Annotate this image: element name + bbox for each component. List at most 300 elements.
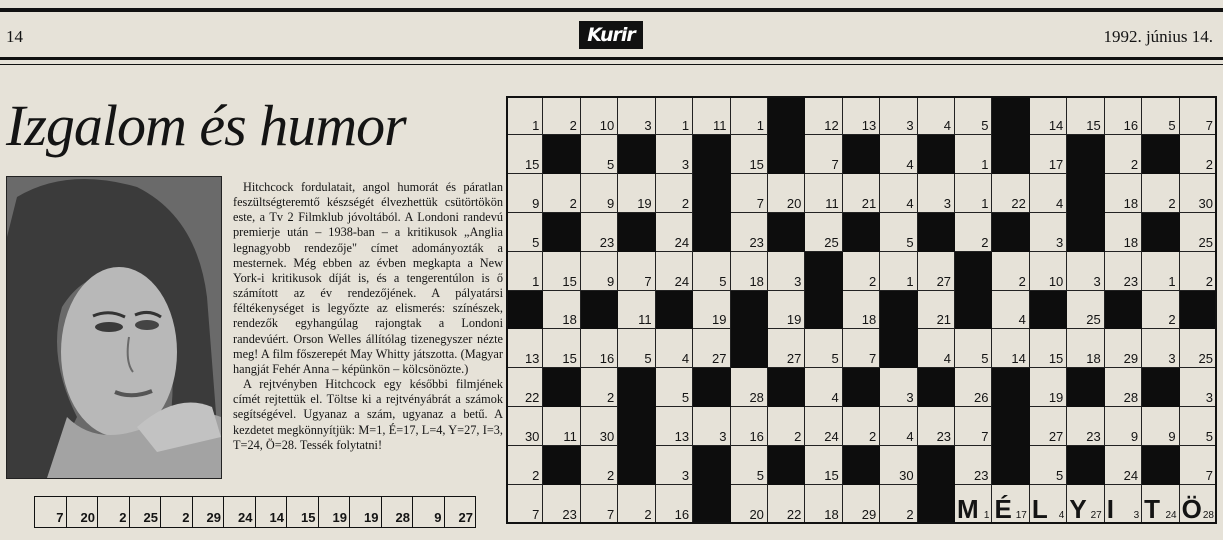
puzzle-cell[interactable] [768,485,805,524]
puzzle-cell[interactable] [918,174,955,213]
article-headline: Izgalom és humor [6,93,406,158]
given-letter: L [1031,493,1048,524]
cell-number: 30 [899,468,914,484]
cell-number: 18 [1123,195,1139,211]
cell-number: 9 [607,273,615,289]
cell-number: 5 [831,351,839,367]
cell-number: 23 [936,429,952,445]
cell-number: 3 [1093,273,1101,289]
puzzle-cell[interactable] [992,329,1029,368]
cell-number: 2 [681,195,690,211]
solution-cell[interactable]: 24 [224,497,256,528]
puzzle-cell[interactable] [955,407,992,446]
black-cell [768,213,805,252]
puzzle-cell[interactable] [543,291,580,330]
solution-cell[interactable]: 20 [66,497,98,528]
cell-number: 20 [749,506,764,522]
puzzle-cell[interactable] [581,446,618,485]
puzzle-cell[interactable] [656,446,693,485]
puzzle-cell[interactable] [693,96,730,135]
puzzle-cell[interactable] [581,407,618,446]
puzzle-cell[interactable] [1030,252,1067,291]
cell-number: 16 [1123,117,1139,133]
puzzle-cell[interactable] [1067,252,1104,291]
cell-number: 10 [1048,273,1064,289]
cell-number: 7 [981,429,989,445]
cell-number: 14 [1011,351,1026,367]
puzzle-cell[interactable] [805,174,842,213]
puzzle-cell[interactable] [656,252,693,291]
cell-number: 17 [1048,156,1064,172]
cell-number: 26 [973,390,989,406]
puzzle-cell[interactable] [992,174,1029,213]
puzzle-cell[interactable] [1030,329,1067,368]
puzzle-cell[interactable] [506,485,543,524]
puzzle-cell[interactable] [1142,252,1179,291]
puzzle-cell[interactable] [581,213,618,252]
black-cell [805,291,842,330]
puzzle-cell[interactable] [506,213,543,252]
puzzle-cell[interactable] [506,135,543,174]
cell-number: 11 [713,117,727,133]
black-cell [880,329,917,368]
cell-number: 3 [906,390,914,406]
puzzle-cell[interactable] [1030,485,1067,524]
puzzle-cell[interactable] [656,213,693,252]
puzzle-cell[interactable] [731,213,768,252]
cell-number: 2 [1168,195,1176,211]
puzzle-cell[interactable] [955,329,992,368]
black-cell [656,291,693,330]
puzzle-cell[interactable] [1030,446,1067,485]
cell-number: 28 [1202,509,1214,521]
puzzle-cell[interactable] [918,96,955,135]
cell-number: 3 [1133,509,1140,521]
puzzle-cell[interactable] [1180,485,1217,524]
solution-cell[interactable]: 14 [255,497,287,528]
puzzle-cell[interactable] [918,291,955,330]
cell-number: 7 [607,506,615,522]
cell-number: 29 [861,506,877,522]
puzzle-cell[interactable] [656,485,693,524]
black-cell [581,291,618,330]
puzzle-cell[interactable] [843,329,880,368]
puzzle-cell[interactable] [1180,213,1217,252]
puzzle-cell[interactable] [581,252,618,291]
puzzle-cell[interactable] [581,135,618,174]
puzzle-cell[interactable] [1180,135,1217,174]
black-cell [1067,174,1104,213]
puzzle-cell[interactable] [1180,407,1217,446]
puzzle-cell[interactable] [955,485,992,524]
puzzle-cell[interactable] [880,368,917,407]
puzzle-cell[interactable] [693,329,730,368]
puzzle-cell[interactable] [1030,96,1067,135]
puzzle-cell[interactable] [656,407,693,446]
cell-number: 4 [831,390,839,406]
puzzle-cell[interactable] [955,213,992,252]
cell-number: 27 [1090,509,1102,521]
solution-cell[interactable]: 7 [35,497,67,528]
cell-number: 13 [861,117,877,133]
puzzle-cell[interactable] [618,96,655,135]
cell-number: 25 [1198,351,1213,367]
cell-number: 14 [1048,117,1064,133]
solution-cell[interactable]: 2 [161,497,193,528]
puzzle-cell[interactable] [1142,291,1179,330]
cell-number: 25 [1086,312,1101,328]
cell-number: 5 [532,234,540,250]
puzzle-cell[interactable] [1030,213,1067,252]
puzzle-cell[interactable] [1067,329,1104,368]
puzzle-cell[interactable] [1105,446,1142,485]
cell-number: 4 [906,156,914,172]
cell-number: 9 [532,195,540,211]
cell-number: 20 [786,195,802,211]
cell-number: 17 [1015,509,1027,521]
black-cell [618,368,655,407]
black-cell [731,291,768,330]
puzzle-cell[interactable] [843,252,880,291]
cell-number: 5 [1168,117,1176,133]
puzzle-cell[interactable] [731,252,768,291]
solution-cell[interactable]: 27 [444,497,476,528]
puzzle-cell[interactable] [880,135,917,174]
puzzle-cell[interactable] [1105,135,1142,174]
puzzle-cell[interactable] [955,368,992,407]
puzzle-cell[interactable] [1067,407,1104,446]
puzzle-cell[interactable] [880,174,917,213]
puzzle-cell[interactable] [1105,174,1142,213]
puzzle-cell[interactable] [506,407,543,446]
black-cell [693,368,730,407]
cell-number: 15 [1048,351,1064,367]
cell-number: 15 [524,156,540,172]
cell-number: 18 [1086,351,1101,367]
puzzle-cell[interactable] [543,485,580,524]
puzzle-cell[interactable] [805,329,842,368]
cell-number: 4 [1056,195,1064,211]
solution-cell[interactable]: 19 [318,497,350,528]
cell-number: 3 [794,273,802,289]
puzzle-cell[interactable] [805,407,842,446]
puzzle-cell[interactable] [918,252,955,291]
article-paragraph: Hitchcock fordulatait, angol humorát és páratlan feszültségteremtő készségét élvezhettük csütörtökön este, a Tv 2 Filmklub jóvoltából. A Londoni randevú premierje után – 1938-ban – a kritikusok „Anglia legnagyobb rendezője" címet adományozták a mesternek. Még ebben az évben megkapta a New York-i kritikusok díját is, és a tengerentúlon is ő számított az év rendezőjének. A pályatársi féltékenységet is legyőzte az elismerés: színészek, rendezők egyhangúlag rajongtak a Londoni randevúért. Orson Welles állítólag tizenegyszer nézte meg! A film főszerepét May Whitty játszotta. (Magyar hangját Fehér Anna – képünkön – kölcsönözte.) [233,180,503,376]
puzzle-cell[interactable] [805,96,842,135]
cell-number: 3 [681,156,690,172]
puzzle-cell[interactable] [618,174,655,213]
solution-cell[interactable]: 2 [98,497,130,528]
puzzle-cell[interactable] [843,407,880,446]
puzzle-cell[interactable] [918,329,955,368]
cell-number: 5 [1056,468,1064,484]
puzzle-cell[interactable] [656,368,693,407]
puzzle-cell[interactable] [1142,485,1179,524]
puzzle-cell[interactable] [880,446,917,485]
cell-number: 2 [1018,273,1026,289]
cell-number: 15 [562,351,577,367]
puzzle-cell[interactable] [543,329,580,368]
black-cell [768,446,805,485]
black-cell [693,174,730,213]
black-cell [543,135,580,174]
puzzle-cell[interactable] [768,174,805,213]
cell-number: 2 [1130,156,1139,172]
puzzle-cell[interactable] [731,368,768,407]
black-cell [693,485,730,524]
cell-number: 1 [532,117,540,133]
puzzle-cell[interactable] [1105,368,1142,407]
puzzle-cell[interactable] [1180,368,1217,407]
puzzle-cell[interactable] [1105,407,1142,446]
puzzle-cell[interactable] [693,407,730,446]
cell-number: 4 [681,351,690,367]
puzzle-cell[interactable] [656,96,693,135]
puzzle-cell[interactable] [543,174,580,213]
given-letter: Ö [1181,493,1202,524]
puzzle-cell[interactable] [581,368,618,407]
puzzle-cell[interactable] [618,329,655,368]
black-cell [768,96,805,135]
cell-number: 4 [1018,312,1026,328]
puzzle-cell[interactable] [843,485,880,524]
black-cell [543,446,580,485]
puzzle-cell[interactable] [506,174,543,213]
cell-number: 5 [981,117,989,133]
puzzle-cell[interactable] [731,407,768,446]
puzzle-cell[interactable] [880,252,917,291]
black-cell [543,213,580,252]
cell-number: 4 [943,351,952,367]
puzzle-cell[interactable] [731,96,768,135]
cell-number: 9 [1168,429,1176,445]
puzzle-cell[interactable] [768,329,805,368]
cell-number: 10 [599,117,615,133]
puzzle-cell[interactable] [1105,485,1142,524]
puzzle-cell[interactable] [955,135,992,174]
black-cell [1067,213,1104,252]
puzzle-cell[interactable] [1180,96,1217,135]
crossword-grid [506,96,1217,524]
puzzle-cell[interactable] [1105,213,1142,252]
puzzle-cell[interactable] [506,329,543,368]
puzzle-cell[interactable] [768,252,805,291]
cell-number: 7 [644,273,652,289]
puzzle-cell[interactable] [618,485,655,524]
header-bottom-rule [0,57,1223,60]
cell-number: 30 [524,429,540,445]
solution-cell[interactable]: 15 [287,497,319,528]
cell-number: 15 [562,273,577,289]
cell-number: 19 [712,312,727,328]
puzzle-cell[interactable] [1105,329,1142,368]
puzzle-cell[interactable] [1030,135,1067,174]
cell-number: 5 [906,234,914,250]
cell-number: 24 [1123,468,1139,484]
puzzle-cell[interactable] [618,252,655,291]
solution-cell[interactable]: 25 [129,497,161,528]
black-cell [768,368,805,407]
puzzle-cell[interactable] [843,174,880,213]
puzzle-cell[interactable] [1030,174,1067,213]
kurir-logo: Kurir [579,21,643,49]
puzzle-cell[interactable] [731,135,768,174]
cell-number: 15 [824,468,839,484]
puzzle-cell[interactable] [581,174,618,213]
puzzle-cell[interactable] [543,252,580,291]
cell-number: 2 [868,429,877,445]
puzzle-cell[interactable] [880,407,917,446]
cell-number: 2 [981,234,989,250]
puzzle-cell[interactable] [843,291,880,330]
cell-number: 16 [749,429,764,445]
puzzle-cell[interactable] [955,174,992,213]
given-letter: T [1144,493,1161,524]
cell-number: 2 [1205,156,1213,172]
puzzle-cell[interactable] [843,96,880,135]
puzzle-cell[interactable] [1030,407,1067,446]
puzzle-cell[interactable] [768,291,805,330]
puzzle-cell[interactable] [506,96,543,135]
black-cell [992,135,1029,174]
puzzle-cell[interactable] [805,368,842,407]
cell-number: 15 [1086,117,1101,133]
cell-number: 11 [638,312,652,328]
header-thin-rule [0,64,1223,65]
black-cell [992,213,1029,252]
black-cell [843,213,880,252]
cell-number: 1 [681,117,690,133]
puzzle-cell[interactable] [693,252,730,291]
puzzle-cell[interactable] [581,485,618,524]
puzzle-cell[interactable] [1105,252,1142,291]
puzzle-cell[interactable] [656,174,693,213]
puzzle-cell[interactable] [1142,174,1179,213]
solution-cell[interactable]: 9 [413,497,445,528]
cell-number: 29 [1123,351,1139,367]
black-cell [955,252,992,291]
cell-number: 2 [569,117,577,133]
puzzle-cell[interactable] [880,213,917,252]
puzzle-cell[interactable] [805,446,842,485]
cell-number: 1 [983,509,990,521]
cell-number: 18 [861,312,877,328]
cell-number: 18 [1123,234,1139,250]
puzzle-cell[interactable] [1067,485,1104,524]
cell-number: 25 [824,234,839,250]
puzzle-cell[interactable] [880,485,917,524]
cell-number: 7 [868,351,877,367]
cell-number: 2 [868,273,877,289]
black-cell [1142,446,1179,485]
puzzle-cell[interactable] [506,446,543,485]
puzzle-cell[interactable] [805,135,842,174]
cell-number: 2 [1168,312,1176,328]
cell-number: 4 [943,117,952,133]
puzzle-cell[interactable] [656,329,693,368]
puzzle-cell[interactable] [581,96,618,135]
black-cell [1142,135,1179,174]
puzzle-cell[interactable] [731,174,768,213]
black-cell [1067,446,1104,485]
puzzle-cell[interactable] [1067,291,1104,330]
puzzle-cell[interactable] [656,135,693,174]
cell-number: 3 [719,429,727,445]
puzzle-cell[interactable] [1180,252,1217,291]
puzzle-cell[interactable] [992,291,1029,330]
cell-number: 2 [607,390,615,406]
cell-number: 15 [749,156,764,172]
cell-number: 12 [824,117,839,133]
puzzle-cell[interactable] [1142,407,1179,446]
cell-number: 23 [1123,273,1139,289]
black-cell [618,213,655,252]
puzzle-cell[interactable] [805,213,842,252]
puzzle-cell[interactable] [918,407,955,446]
puzzle-cell[interactable] [1180,446,1217,485]
cell-number: 2 [906,506,914,522]
puzzle-cell[interactable] [731,485,768,524]
cell-number: 5 [644,351,652,367]
portrait-photo [6,176,222,479]
puzzle-cell[interactable] [880,96,917,135]
cell-number: 2 [794,429,802,445]
solution-cell[interactable]: 29 [192,497,224,528]
puzzle-cell[interactable] [992,252,1029,291]
puzzle-cell[interactable] [955,446,992,485]
puzzle-cell[interactable] [506,368,543,407]
puzzle-cell[interactable] [581,329,618,368]
black-cell [693,446,730,485]
cell-number: 1 [532,273,540,289]
puzzle-cell[interactable] [1030,368,1067,407]
puzzle-cell[interactable] [693,291,730,330]
puzzle-cell[interactable] [1142,96,1179,135]
cell-number: 5 [1205,429,1213,445]
puzzle-cell[interactable] [955,96,992,135]
puzzle-cell[interactable] [506,252,543,291]
puzzle-cell[interactable] [618,291,655,330]
puzzle-cell[interactable] [1180,174,1217,213]
solution-cell[interactable]: 19 [350,497,382,528]
puzzle-cell[interactable] [1180,329,1217,368]
puzzle-cell[interactable] [768,407,805,446]
puzzle-cell[interactable] [1142,329,1179,368]
puzzle-cell[interactable] [543,96,580,135]
puzzle-cell[interactable] [1105,96,1142,135]
puzzle-cell[interactable] [992,485,1029,524]
cell-number: 23 [1086,429,1101,445]
cell-number: 3 [1205,390,1213,406]
cell-number: 22 [786,506,802,522]
black-cell [506,291,543,330]
solution-row [34,496,476,528]
black-cell [955,291,992,330]
puzzle-cell[interactable] [805,485,842,524]
puzzle-cell[interactable] [543,407,580,446]
black-cell [693,213,730,252]
puzzle-cell[interactable] [1067,96,1104,135]
cell-number: 23 [599,234,615,250]
cell-number: 23 [749,234,764,250]
cell-number: 11 [563,429,577,445]
cell-number: 3 [943,195,952,211]
black-cell [618,446,655,485]
black-cell [918,135,955,174]
solution-cell[interactable]: 28 [381,497,413,528]
cell-number: 7 [532,506,540,522]
puzzle-cell[interactable] [731,446,768,485]
